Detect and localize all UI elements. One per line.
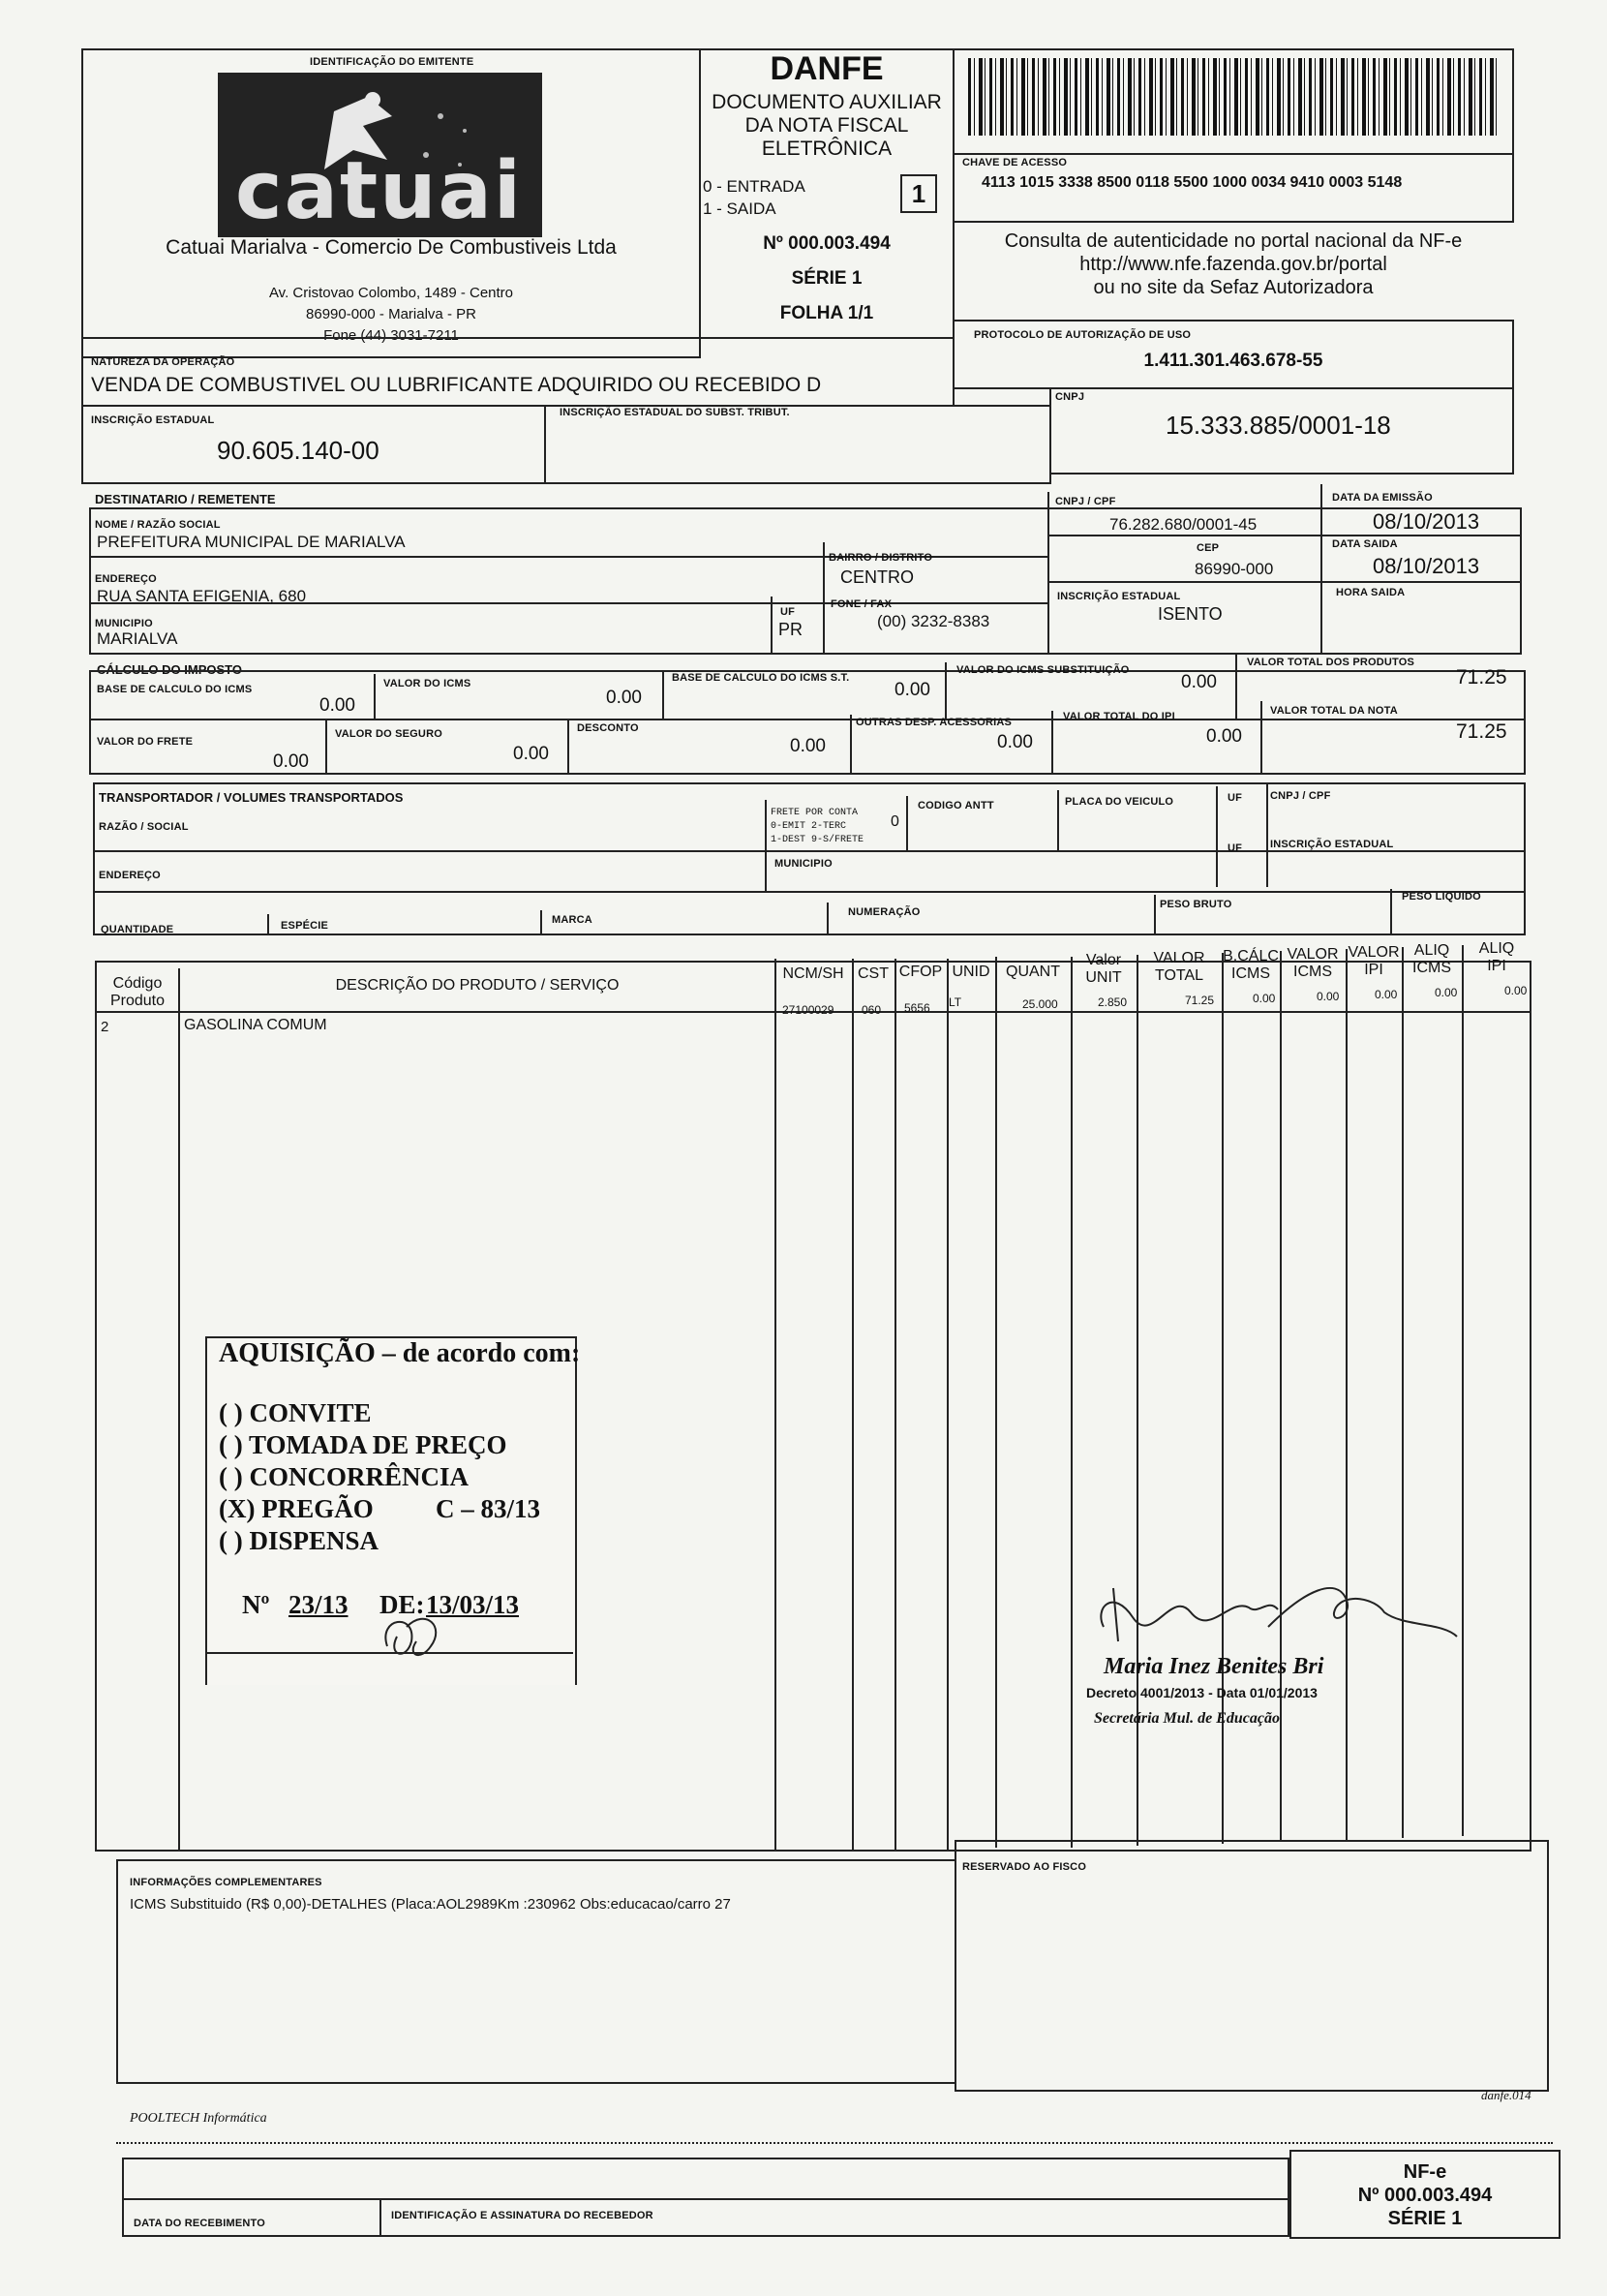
base-st: 0.00 (894, 680, 930, 700)
prod-col-codigo (178, 968, 180, 1850)
dest-cep-label: CEP (1197, 542, 1220, 554)
frete-conta-l3: 1-DEST 9-S/FRETE (771, 835, 864, 845)
h-bcalc-2: ICMS (1231, 965, 1270, 982)
dest-ie: ISENTO (1158, 604, 1223, 624)
h-vtotal-1: VALOR (1153, 950, 1205, 966)
dest-col-line-2 (1320, 484, 1322, 655)
dest-hora-label: HORA SAIDA (1336, 587, 1406, 598)
consulta-line3: ou no site da Sefaz Autorizadora (1093, 277, 1374, 298)
quantidade-label: QUANTIDADE (101, 924, 174, 935)
danfe-serie: SÉRIE 1 (791, 268, 863, 289)
transp-col-2 (906, 796, 908, 850)
dest-municipio: MARIALVA (97, 629, 178, 648)
dest-nome-label: NOME / RAZÃO SOCIAL (95, 519, 221, 531)
transp-col-9 (1154, 895, 1156, 935)
dest-bairro-label: BAIRRO / DISTRITO (829, 552, 933, 564)
numeracao-label: NUMERAÇÃO (848, 906, 921, 918)
danfe-sub3: ELETRÔNICA (761, 138, 893, 160)
dest-endereco: RUA SANTA EFIGENIA, 680 (97, 587, 307, 605)
imp-col-1 (374, 674, 376, 719)
cnpj-emit-label: CNPJ (1055, 391, 1085, 403)
stamp-tomada: ( ) TOMADA DE PREÇO (219, 1430, 507, 1459)
dest-col-line-1 (1047, 492, 1049, 655)
dest-cnpj: 76.282.680/0001-45 (1109, 515, 1258, 534)
nfe-label: NF-e (1403, 2161, 1447, 2183)
ie-subst-label: INSCRIÇÃO ESTADUAL DO SUBST. TRIBUT. (560, 407, 790, 418)
transp-col-6 (267, 914, 269, 935)
form-code: danfe.014 (1481, 2088, 1531, 2102)
company-cep-city: 86990-000 - Marialva - PR (306, 306, 476, 322)
h-ncm: NCM/SH (782, 965, 844, 982)
frete-conta-l2: 0-EMIT 2-TERC (771, 821, 847, 832)
base-icms-label: BASE DE CALCULO DO ICMS (97, 684, 253, 695)
desconto-label: DESCONTO (577, 722, 639, 734)
item-descricao: GASOLINA COMUM (184, 1017, 327, 1033)
danfe-sub2: DA NOTA FISCAL (744, 114, 909, 137)
receb-mid-line (122, 2198, 1289, 2200)
outras-label: OUTRAS DESP. ACESSORIAS (856, 717, 1013, 728)
consulta-line1: Consulta de autenticidade no portal nacional da NF-e (1004, 230, 1463, 252)
total-prod-label: VALOR TOTAL DOS PRODUTOS (1247, 657, 1415, 668)
h-descricao: DESCRIÇÃO DO PRODUTO / SERVIÇO (335, 977, 620, 994)
prod-col-quant (995, 957, 997, 1848)
dest-data-emissao: 08/10/2013 (1373, 509, 1480, 534)
dest-uf-label: UF (780, 606, 796, 618)
dest-cnpj-label: CNPJ / CPF (1055, 496, 1116, 507)
fisco-label: RESERVADO AO FISCO (962, 1861, 1087, 1873)
transp-uf2-label: UF (1228, 842, 1243, 854)
dest-ie-label: INSCRIÇÃO ESTADUAL (1057, 591, 1181, 602)
stamp-dispensa: ( ) DISPENSA (219, 1526, 379, 1555)
imp-col-5 (325, 720, 327, 775)
frete-conta-value: 0 (891, 813, 899, 830)
h-vunit-2: UNIT (1085, 969, 1122, 986)
company-logo (218, 73, 542, 237)
stamp-num-label: Nº (242, 1590, 270, 1619)
receb-col-line (379, 2198, 381, 2237)
barcode-icon (968, 58, 1501, 136)
company-phone: Fone (44) 3031-7211 (323, 327, 459, 344)
item-vtotal: 71.25 (1185, 994, 1215, 1007)
dest-bairro: CENTRO (840, 567, 914, 587)
nfe-numero: Nº 000.003.494 (1357, 2185, 1493, 2206)
valor-st: 0.00 (1181, 672, 1217, 692)
imp-col-6 (567, 720, 569, 775)
valor-icms: 0.00 (606, 688, 642, 708)
h-vipi-2: IPI (1364, 962, 1383, 978)
danfe-numero: Nº 000.003.494 (763, 233, 891, 254)
dest-nome: PREFEITURA MUNICIPAL DE MARIALVA (97, 533, 406, 551)
stamp-concorrencia: ( ) CONCORRÊNCIA (219, 1462, 469, 1491)
nfe-serie: SÉRIE 1 (1387, 2208, 1463, 2229)
base-icms: 0.00 (319, 695, 355, 716)
h-aicms-2: ICMS (1412, 960, 1451, 976)
h-vicms-1: VALOR (1287, 946, 1339, 963)
stamp-pregao-num: C – 83/13 (436, 1494, 540, 1523)
frete-label: VALOR DO FRETE (97, 736, 194, 748)
transp-line-2 (93, 891, 1526, 893)
dest-municipio-label: MUNICIPIO (95, 618, 153, 629)
stamp-title: AQUISIÇÃO – de acordo com: (219, 1338, 581, 1368)
stamp-left-border (205, 1336, 207, 1685)
valor-st-label: VALOR DO ICMS SUBSTITUIÇÃO (956, 664, 1130, 676)
peso-liquido-label: PESO LIQUIDO (1402, 891, 1481, 903)
assinatura-recebedor-label: IDENTIFICAÇÃO E ASSINATURA DO RECEBEDOR (391, 2210, 653, 2221)
h-quant: QUANT (1006, 964, 1060, 980)
prod-col-aicms (1402, 947, 1404, 1838)
dest-endereco-label: ENDEREÇO (95, 573, 157, 585)
imposto-mid-line (89, 719, 1526, 720)
h-unid: UNID (952, 964, 990, 980)
h-cst: CST (858, 965, 889, 982)
prod-col-aipi (1462, 945, 1464, 1836)
dest-cep: 86990-000 (1195, 560, 1274, 578)
peso-bruto-label: PESO BRUTO (1160, 899, 1232, 910)
dest-right-line-1 (1047, 535, 1522, 536)
dest-data-saida-label: DATA SAIDA (1332, 538, 1398, 550)
seguro-value: 0.00 (513, 744, 549, 764)
item-vicms: 0.00 (1317, 990, 1340, 1003)
transp-municipio-label: MUNICIPIO (774, 858, 833, 870)
fisco-box (955, 1840, 1549, 2092)
stamp-pregao: (X) PREGÃO (219, 1494, 374, 1523)
handwritten-signature-icon (1075, 1569, 1462, 1656)
natureza-operacao: VENDA DE COMBUSTIVEL OU LUBRIFICANTE ADQUIRIDO OU RECEBIDO D (91, 374, 822, 396)
item-bcalc: 0.00 (1253, 992, 1276, 1005)
h-aicms-1: ALIQ (1413, 942, 1450, 959)
frete-conta-l1: FRETE POR CONTA (771, 808, 859, 818)
prod-col-ncm (774, 959, 776, 1850)
transp-col-1 (765, 800, 767, 891)
imp-col-3 (945, 662, 947, 719)
info-box (116, 1859, 956, 2084)
total-prod: 71.25 (1456, 666, 1507, 689)
dest-data-emissao-label: DATA DA EMISSÃO (1332, 492, 1433, 504)
software-credit: POOLTECH Informática (130, 2111, 267, 2126)
dest-uf: PR (778, 620, 804, 639)
ipi-label: VALOR TOTAL DO IPI (1063, 711, 1175, 722)
item-quant: 25.000 (1022, 997, 1058, 1011)
destinatario-section: DESTINATARIO / REMETENTE (95, 492, 276, 506)
h-aipi-1: ALIQ (1478, 940, 1515, 957)
danfe-sub1: DOCUMENTO AUXILIAR (712, 91, 942, 113)
transp-col-3 (1057, 790, 1059, 850)
natureza-label: NATUREZA DA OPERAÇÃO (91, 356, 235, 368)
stamp-de: 13/03/13 (426, 1590, 520, 1619)
h-cfop: CFOP (898, 964, 943, 980)
base-st-label: BASE DE CALCULO DO ICMS S.T. (672, 672, 850, 684)
transp-col-8 (827, 903, 829, 935)
transp-col-10 (1390, 889, 1392, 935)
prod-col-unid (947, 959, 949, 1850)
antt-label: CODIGO ANTT (918, 800, 994, 811)
h-vicms-2: ICMS (1293, 964, 1332, 980)
company-address: Av. Cristovao Colombo, 1489 - Centro (268, 285, 514, 301)
chave-label: CHAVE DE ACESSO (962, 157, 1068, 168)
data-recebimento-label: DATA DO RECEBIMENTO (134, 2218, 266, 2229)
stamp-de-label: DE: (379, 1590, 425, 1619)
transp-col-4 (1216, 786, 1218, 887)
ie-value: 90.605.140-00 (217, 436, 379, 465)
item-vunit: 2.850 (1098, 995, 1128, 1009)
frete-value: 0.00 (273, 751, 309, 772)
signer-name: Maria Inez Benites Bri (1104, 1654, 1324, 1679)
dest-data-saida: 08/10/2013 (1373, 554, 1480, 578)
item-codigo: 2 (101, 1019, 109, 1035)
saida-label: 1 - SAIDA (703, 199, 776, 218)
imposto-section: CÁLCULO DO IMPOSTO (97, 662, 242, 677)
prod-col-vicms (1280, 951, 1282, 1842)
chave-acesso: 4113 1015 3338 8500 0118 5500 1000 0034 9410 0003 5148 (982, 174, 1403, 191)
h-bcalc-1: B.CÁLC (1223, 948, 1279, 964)
item-ncm: 27100029 (782, 1003, 834, 1017)
h-vunit-1: Valor (1085, 952, 1122, 968)
transp-col-5 (1266, 784, 1268, 887)
signer-role: Secretária Mul. de Educação (1094, 1710, 1280, 1727)
item-cfop: 5656 (904, 1001, 930, 1015)
ie-label: INSCRIÇÃO ESTADUAL (91, 414, 215, 426)
dest-col-uf (771, 597, 773, 655)
prod-col-cfop (894, 959, 896, 1850)
cnpj-emit-value: 15.333.885/0001-18 (1166, 411, 1391, 440)
prod-col-cst (852, 959, 854, 1850)
info-text: ICMS Substituido (R$ 0,00)-DETALHES (Placa:AOL2989Km :230962 Obs:educacao/carro 27 (130, 1896, 731, 1913)
dest-fone-label: FONE / FAX (831, 598, 893, 610)
seguro-label: VALOR DO SEGURO (335, 728, 442, 740)
signer-decree: Decreto 4001/2013 - Data 01/01/2013 (1086, 1685, 1318, 1700)
placa-label: PLACA DO VEICULO (1065, 796, 1174, 808)
emitente-label: IDENTIFICAÇÃO DO EMITENTE (310, 56, 474, 68)
dest-right-line-2 (1047, 581, 1522, 583)
dest-col-bairro (823, 542, 825, 655)
transp-col-7 (540, 910, 542, 935)
total-nota-label: VALOR TOTAL DA NOTA (1270, 705, 1398, 717)
h-vtotal-2: TOTAL (1154, 967, 1204, 984)
prod-col-vunit (1071, 957, 1073, 1848)
prod-col-vipi (1346, 949, 1348, 1840)
cut-line (116, 2142, 1553, 2144)
transp-cnpj-label: CNPJ / CPF (1270, 790, 1331, 802)
item-aicms: 0.00 (1435, 986, 1458, 999)
logo-text: catuai (235, 145, 523, 237)
h-codigo-1: Código (112, 975, 163, 992)
valor-icms-label: VALOR DO ICMS (383, 678, 471, 689)
ipi-value: 0.00 (1206, 726, 1242, 747)
danfe-title: DANFE (770, 50, 884, 87)
item-cst: 060 (862, 1003, 882, 1017)
marca-label: MARCA (552, 914, 592, 926)
transp-line-1 (93, 850, 1526, 852)
item-unid: LT (949, 995, 962, 1009)
entrada-label: 0 - ENTRADA (703, 177, 805, 196)
imp-col-7 (850, 715, 852, 775)
outras-value: 0.00 (997, 732, 1033, 752)
imp-col-8 (1051, 711, 1053, 775)
protocolo-label: PROTOCOLO DE AUTORIZAÇÃO DE USO (974, 329, 1192, 341)
recebimento-box (122, 2158, 1289, 2237)
transp-razao-label: RAZÃO / SOCIAL (99, 821, 189, 833)
transp-endereco-label: ENDEREÇO (99, 870, 161, 881)
transp-uf-label: UF (1228, 792, 1243, 804)
consulta-line2: http://www.nfe.fazenda.gov.br/portal (1079, 254, 1387, 275)
h-codigo-2: Produto (109, 993, 166, 1009)
danfe-folha: FOLHA 1/1 (779, 303, 874, 323)
company-name: Catuai Marialva - Comercio De Combustiveis Ltda (166, 236, 617, 259)
desconto-value: 0.00 (790, 736, 826, 756)
transportador-section: TRANSPORTADOR / VOLUMES TRANSPORTADOS (99, 790, 404, 805)
item-vipi: 0.00 (1375, 988, 1398, 1001)
h-aipi-2: IPI (1487, 958, 1506, 974)
imp-col-2 (662, 670, 664, 719)
tipo-box: 1 (900, 174, 937, 213)
transp-ie-label: INSCRIÇÃO ESTADUAL (1270, 839, 1394, 850)
protocolo-value: 1.411.301.463.678-55 (1143, 351, 1323, 371)
info-label: INFORMAÇÕES COMPLEMENTARES (130, 1877, 322, 1888)
h-vipi-1: VALOR (1348, 944, 1400, 961)
imp-col-9 (1260, 701, 1262, 775)
total-nota: 71.25 (1456, 720, 1507, 743)
stamp-convite: ( ) CONVITE (219, 1398, 372, 1427)
stamp-num: 23/13 (288, 1590, 349, 1619)
especie-label: ESPÉCIE (281, 920, 329, 932)
dest-fone: (00) 3232-8383 (877, 612, 990, 630)
item-aipi: 0.00 (1504, 984, 1528, 997)
initials-signature-icon (378, 1607, 455, 1666)
imp-col-4 (1235, 655, 1237, 719)
